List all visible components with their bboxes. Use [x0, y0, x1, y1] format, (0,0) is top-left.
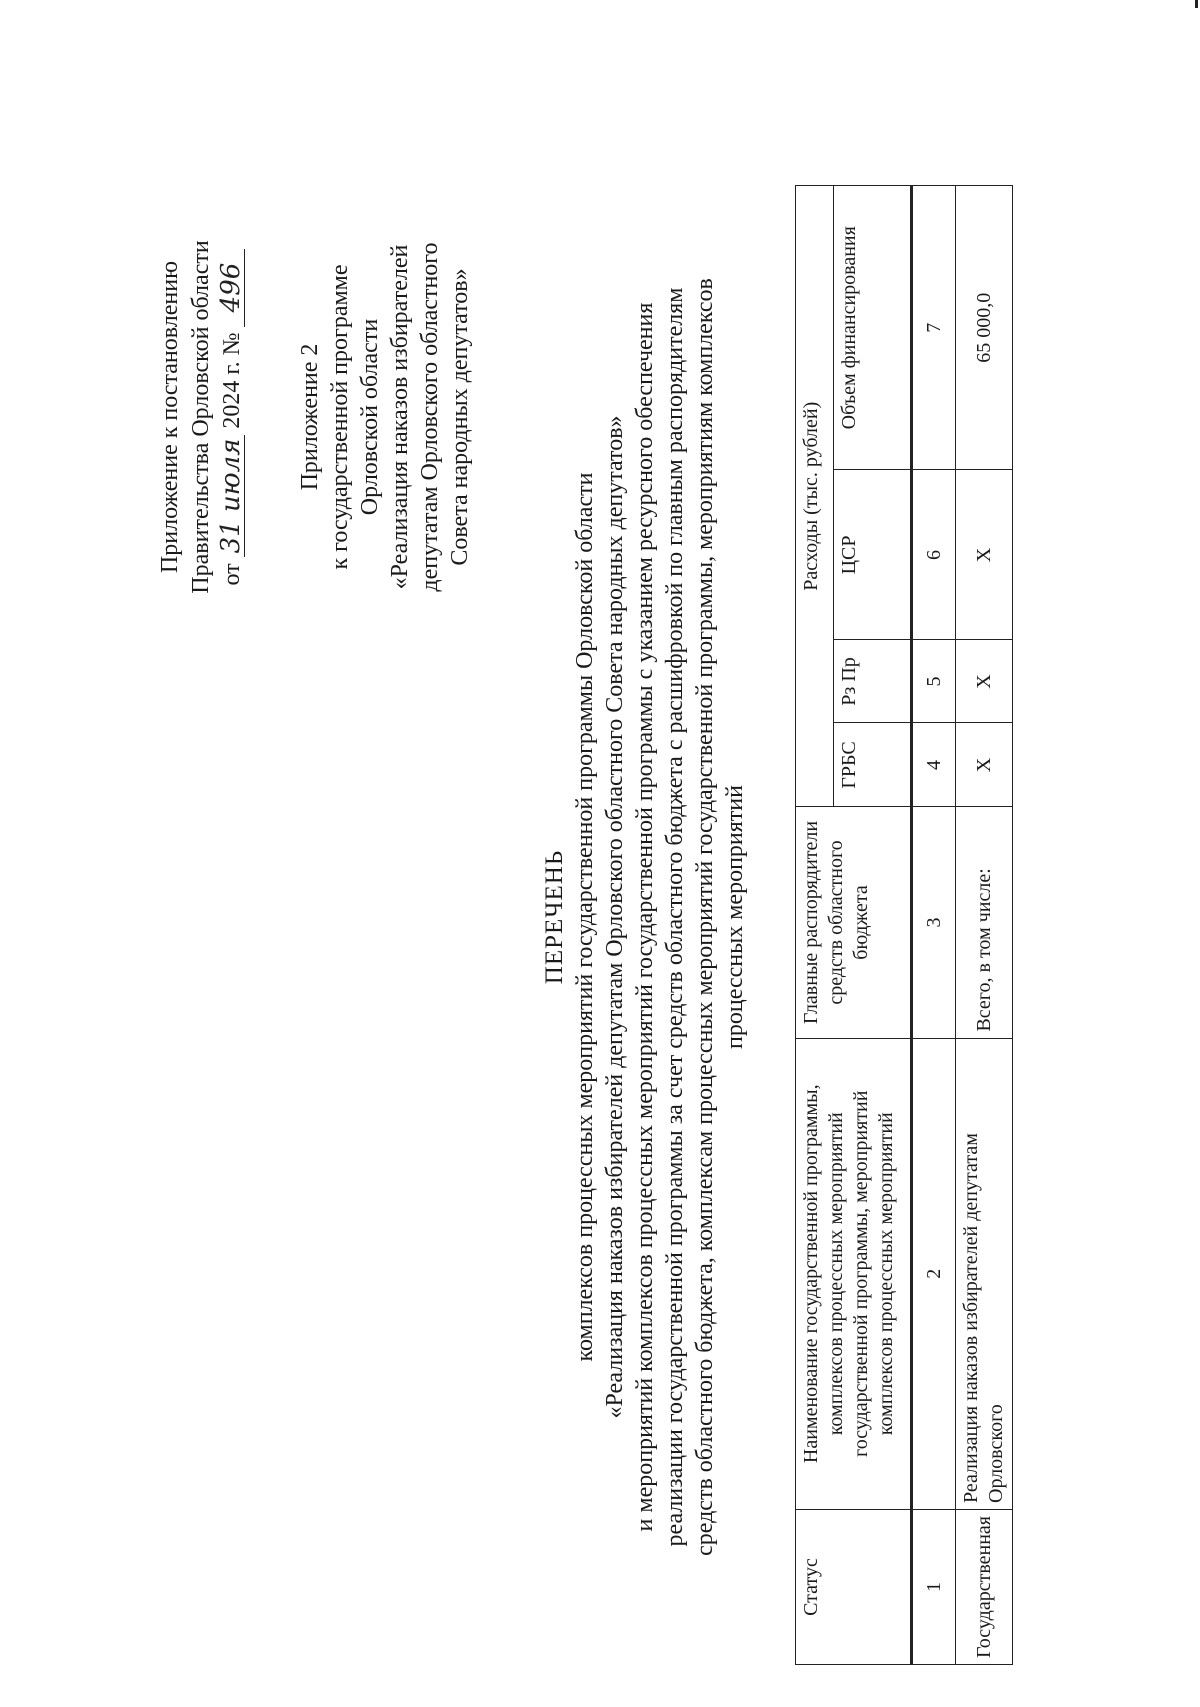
header-managers: Главные распорядители средств областного бюджета [796, 807, 912, 1038]
annex-year: 2024 г. № [219, 332, 245, 429]
column-number: 7 [912, 186, 956, 471]
column-number: 4 [912, 723, 956, 807]
annex2-line: Совета народных депутатов» [447, 268, 473, 566]
cell-rzpr: Х [956, 640, 1013, 723]
cell-grbs: Х [956, 723, 1013, 807]
handwritten-number: 496 [218, 249, 245, 327]
header-status: Статус [796, 1509, 912, 1664]
annex-date-line [217, 157, 248, 677]
heading-line: комплексов процессных мероприятий государственной программы Орловской области [572, 472, 598, 1362]
heading-line: средств областного бюджета, комплексам процессных мероприятий государственной программы, мероприятиям комплексов [692, 278, 718, 1556]
cell-status: Государственная [956, 1509, 1013, 1664]
table-row [956, 186, 1013, 1665]
header-volume: Объем финансирования [834, 186, 912, 471]
expenses-table [795, 185, 1013, 1665]
header-expenses: Расходы (тыс. рублей) [796, 186, 834, 807]
cell-managers: Всего, в том числе: [956, 807, 1013, 1038]
header-grbs: ГРБС [834, 723, 912, 807]
column-number: 6 [912, 470, 956, 640]
column-number: 3 [912, 807, 956, 1038]
header-csr: ЦСР [834, 470, 912, 640]
column-number: 5 [912, 640, 956, 723]
annex2-line: депутатам Орловского областного [417, 242, 443, 592]
heading-line: и мероприятий комплексов процессных мероприятий государственной программы с указанием ресурсного обеспечения [632, 302, 658, 1532]
annex-date-prefix: от [219, 563, 245, 586]
handwritten-date: 31 июля [218, 435, 245, 558]
cell-volume: 65 000,0 [956, 186, 1013, 471]
heading-line: «Реализация наказов избирателей депутатам Орловского областного Совета народных депутатов» [602, 415, 628, 1419]
document-heading [540, 157, 750, 1677]
heading-line: процессных мероприятий [722, 785, 748, 1049]
document-title: ПЕРЕЧЕНЬ [541, 849, 568, 985]
cell-name: Реализация наказов избирателей депутатам Орловского [956, 1038, 1013, 1509]
column-number-row [912, 186, 956, 1665]
annex-line: Правительства Орловской области [188, 240, 214, 594]
annex2-line: Орловской области [357, 318, 383, 516]
annex-block [155, 157, 248, 677]
column-number: 2 [912, 1038, 956, 1509]
annex2-line: Приложение 2 [297, 343, 323, 491]
annex2-block [295, 167, 475, 667]
header-name: Наименование государственной программы, комплексов процессных мероприятий государственной программы, мероприятий комплексов процессных мероприятий [796, 1038, 912, 1509]
heading-line: реализации государственной программы за счет средств областного бюджета с расшифровкой по главным распорядителям [662, 287, 688, 1547]
cell-csr: Х [956, 470, 1013, 640]
annex2-line: к государственной программе [327, 264, 353, 570]
table-header-row [796, 186, 834, 1665]
annex-line: Приложение к постановлению [157, 260, 183, 574]
header-rzpr: Рз Пр [834, 640, 912, 723]
column-number: 1 [912, 1509, 956, 1664]
annex2-line: «Реализация наказов избирателей [387, 244, 413, 590]
